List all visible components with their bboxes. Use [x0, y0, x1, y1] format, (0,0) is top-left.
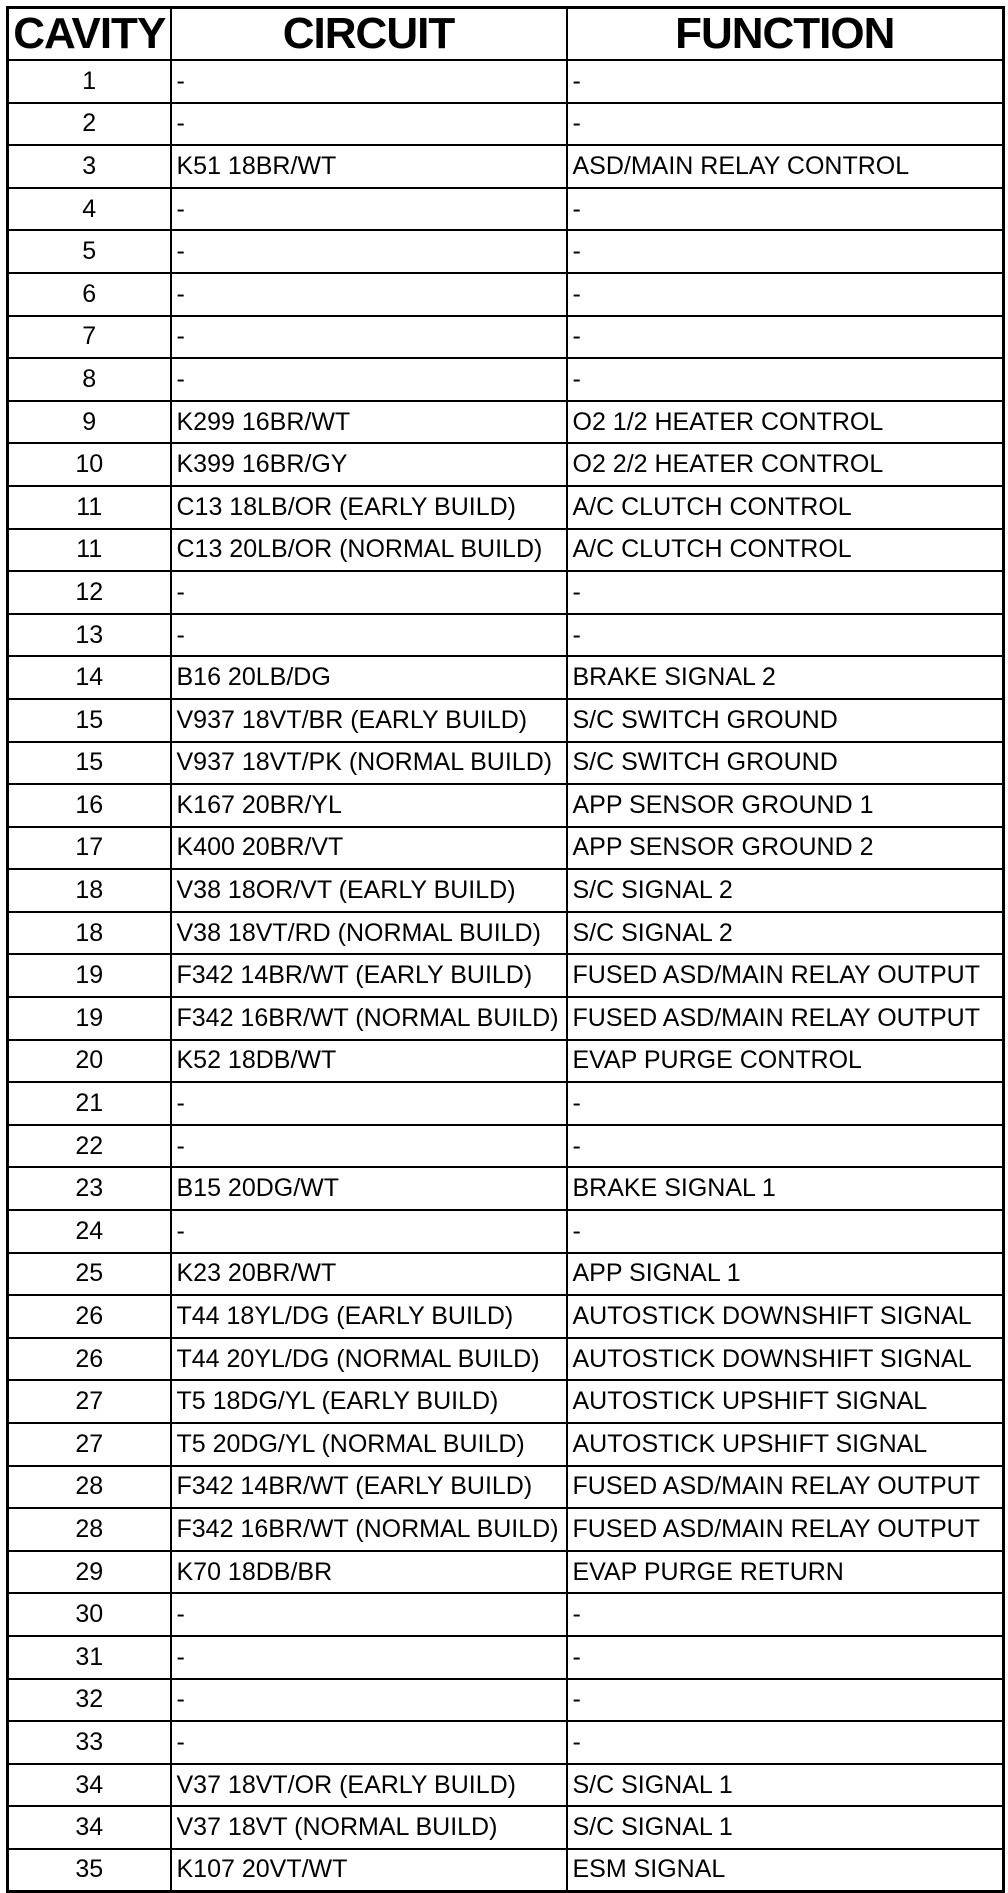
circuit-cell: -: [171, 571, 567, 614]
cavity-cell: 24: [8, 1210, 171, 1253]
cavity-cell: 33: [8, 1721, 171, 1764]
cavity-cell: 19: [8, 954, 171, 997]
table-row: [8, 1338, 1004, 1381]
function-cell: S/C SIGNAL 1: [567, 1806, 1004, 1849]
function-cell: S/C SIGNAL 1: [567, 1764, 1004, 1807]
function-cell: -: [567, 1636, 1004, 1679]
function-cell: APP SENSOR GROUND 2: [567, 827, 1004, 870]
function-cell: APP SIGNAL 1: [567, 1253, 1004, 1296]
cavity-cell: 25: [8, 1253, 171, 1296]
cavity-cell: 10: [8, 443, 171, 486]
table-row: [8, 1125, 1004, 1168]
circuit-cell: -: [171, 358, 567, 401]
circuit-cell: T44 18YL/DG (EARLY BUILD): [171, 1295, 567, 1338]
table-row: [8, 571, 1004, 614]
table-row: [8, 1210, 1004, 1253]
circuit-cell: C13 18LB/OR (EARLY BUILD): [171, 486, 567, 529]
function-cell: -: [567, 1593, 1004, 1636]
function-cell: AUTOSTICK DOWNSHIFT SIGNAL: [567, 1295, 1004, 1338]
cavity-cell: 27: [8, 1423, 171, 1466]
circuit-cell: T5 18DG/YL (EARLY BUILD): [171, 1380, 567, 1423]
circuit-cell: V937 18VT/BR (EARLY BUILD): [171, 699, 567, 742]
function-cell: -: [567, 316, 1004, 359]
table-row: [8, 529, 1004, 572]
table-row: [8, 443, 1004, 486]
cavity-cell: 27: [8, 1380, 171, 1423]
table-row: [8, 1082, 1004, 1125]
function-cell: BRAKE SIGNAL 1: [567, 1167, 1004, 1210]
function-cell: FUSED ASD/MAIN RELAY OUTPUT: [567, 1466, 1004, 1509]
cavity-cell: 19: [8, 997, 171, 1040]
table-row: [8, 145, 1004, 188]
cavity-cell: 12: [8, 571, 171, 614]
cavity-cell: 18: [8, 869, 171, 912]
table-row: [8, 1806, 1004, 1849]
function-cell: FUSED ASD/MAIN RELAY OUTPUT: [567, 1508, 1004, 1551]
circuit-cell: -: [171, 1593, 567, 1636]
cavity-cell: 34: [8, 1764, 171, 1807]
function-cell: -: [567, 571, 1004, 614]
table-row: [8, 358, 1004, 401]
table-row: [8, 316, 1004, 359]
circuit-cell: -: [171, 1125, 567, 1168]
table-row: [8, 912, 1004, 955]
cavity-cell: 11: [8, 529, 171, 572]
cavity-cell: 17: [8, 827, 171, 870]
circuit-cell: K23 20BR/WT: [171, 1253, 567, 1296]
column-header-function: FUNCTION: [567, 8, 1004, 61]
table-row: [8, 1295, 1004, 1338]
table-row: [8, 614, 1004, 657]
function-cell: -: [567, 230, 1004, 273]
function-cell: AUTOSTICK UPSHIFT SIGNAL: [567, 1380, 1004, 1423]
cavity-cell: 9: [8, 401, 171, 444]
cavity-cell: 28: [8, 1466, 171, 1509]
function-cell: -: [567, 358, 1004, 401]
table-row: [8, 742, 1004, 785]
circuit-cell: -: [171, 1082, 567, 1125]
table-row: [8, 60, 1004, 103]
table-row: [8, 656, 1004, 699]
cavity-cell: 11: [8, 486, 171, 529]
table-row: [8, 486, 1004, 529]
circuit-cell: K299 16BR/WT: [171, 401, 567, 444]
function-cell: -: [567, 1210, 1004, 1253]
circuit-cell: V38 18VT/RD (NORMAL BUILD): [171, 912, 567, 955]
table-row: [8, 1167, 1004, 1210]
cavity-cell: 30: [8, 1593, 171, 1636]
circuit-cell: -: [171, 614, 567, 657]
function-cell: S/C SWITCH GROUND: [567, 742, 1004, 785]
cavity-cell: 26: [8, 1295, 171, 1338]
cavity-cell: 21: [8, 1082, 171, 1125]
cavity-cell: 23: [8, 1167, 171, 1210]
function-cell: -: [567, 188, 1004, 231]
circuit-cell: K52 18DB/WT: [171, 1040, 567, 1083]
function-cell: O2 1/2 HEATER CONTROL: [567, 401, 1004, 444]
table-row: [8, 188, 1004, 231]
cavity-cell: 14: [8, 656, 171, 699]
cavity-cell: 5: [8, 230, 171, 273]
circuit-cell: F342 14BR/WT (EARLY BUILD): [171, 954, 567, 997]
circuit-cell: -: [171, 1210, 567, 1253]
circuit-cell: F342 14BR/WT (EARLY BUILD): [171, 1466, 567, 1509]
circuit-cell: -: [171, 1721, 567, 1764]
cavity-cell: 20: [8, 1040, 171, 1083]
function-cell: ESM SIGNAL: [567, 1849, 1004, 1892]
cavity-cell: 7: [8, 316, 171, 359]
cavity-cell: 1: [8, 60, 171, 103]
cavity-cell: 22: [8, 1125, 171, 1168]
circuit-cell: -: [171, 1679, 567, 1722]
circuit-cell: F342 16BR/WT (NORMAL BUILD): [171, 1508, 567, 1551]
table-row: [8, 401, 1004, 444]
cavity-cell: 13: [8, 614, 171, 657]
circuit-cell: V38 18OR/VT (EARLY BUILD): [171, 869, 567, 912]
connector-pinout-table-container: [6, 6, 1002, 1882]
function-cell: AUTOSTICK DOWNSHIFT SIGNAL: [567, 1338, 1004, 1381]
circuit-cell: F342 16BR/WT (NORMAL BUILD): [171, 997, 567, 1040]
function-cell: FUSED ASD/MAIN RELAY OUTPUT: [567, 954, 1004, 997]
function-cell: EVAP PURGE RETURN: [567, 1551, 1004, 1594]
circuit-cell: K400 20BR/VT: [171, 827, 567, 870]
function-cell: -: [567, 1125, 1004, 1168]
function-cell: -: [567, 1082, 1004, 1125]
function-cell: FUSED ASD/MAIN RELAY OUTPUT: [567, 997, 1004, 1040]
circuit-cell: K51 18BR/WT: [171, 145, 567, 188]
cavity-cell: 8: [8, 358, 171, 401]
table-row: [8, 699, 1004, 742]
cavity-cell: 26: [8, 1338, 171, 1381]
function-cell: -: [567, 60, 1004, 103]
function-cell: O2 2/2 HEATER CONTROL: [567, 443, 1004, 486]
cavity-cell: 15: [8, 742, 171, 785]
circuit-cell: T44 20YL/DG (NORMAL BUILD): [171, 1338, 567, 1381]
circuit-cell: -: [171, 230, 567, 273]
cavity-cell: 34: [8, 1806, 171, 1849]
table-row: [8, 869, 1004, 912]
table-row: [8, 1593, 1004, 1636]
function-cell: S/C SWITCH GROUND: [567, 699, 1004, 742]
table-row: [8, 1679, 1004, 1722]
cavity-cell: 32: [8, 1679, 171, 1722]
table-header: [8, 8, 1004, 61]
table-row: [8, 1721, 1004, 1764]
circuit-cell: -: [171, 103, 567, 146]
function-cell: S/C SIGNAL 2: [567, 869, 1004, 912]
cavity-cell: 6: [8, 273, 171, 316]
function-cell: APP SENSOR GROUND 1: [567, 784, 1004, 827]
cavity-cell: 28: [8, 1508, 171, 1551]
function-cell: A/C CLUTCH CONTROL: [567, 529, 1004, 572]
function-cell: -: [567, 103, 1004, 146]
table-row: [8, 1508, 1004, 1551]
table-row: [8, 1380, 1004, 1423]
circuit-cell: B15 20DG/WT: [171, 1167, 567, 1210]
circuit-cell: -: [171, 273, 567, 316]
function-cell: ASD/MAIN RELAY CONTROL: [567, 145, 1004, 188]
circuit-cell: K70 18DB/BR: [171, 1551, 567, 1594]
function-cell: -: [567, 614, 1004, 657]
table-row: [8, 997, 1004, 1040]
table-row: [8, 273, 1004, 316]
circuit-cell: V937 18VT/PK (NORMAL BUILD): [171, 742, 567, 785]
table-row: [8, 1764, 1004, 1807]
cavity-cell: 15: [8, 699, 171, 742]
circuit-cell: -: [171, 60, 567, 103]
function-cell: EVAP PURGE CONTROL: [567, 1040, 1004, 1083]
circuit-cell: T5 20DG/YL (NORMAL BUILD): [171, 1423, 567, 1466]
table-row: [8, 103, 1004, 146]
column-header-circuit: CIRCUIT: [171, 8, 567, 61]
circuit-cell: K107 20VT/WT: [171, 1849, 567, 1892]
cavity-cell: 2: [8, 103, 171, 146]
function-cell: -: [567, 273, 1004, 316]
circuit-cell: -: [171, 1636, 567, 1679]
cavity-cell: 3: [8, 145, 171, 188]
table-row: [8, 1466, 1004, 1509]
table-row: [8, 827, 1004, 870]
circuit-cell: B16 20LB/DG: [171, 656, 567, 699]
function-cell: AUTOSTICK UPSHIFT SIGNAL: [567, 1423, 1004, 1466]
table-row: [8, 1040, 1004, 1083]
table-row: [8, 1551, 1004, 1594]
circuit-cell: C13 20LB/OR (NORMAL BUILD): [171, 529, 567, 572]
header-row: [8, 8, 1004, 61]
table-row: [8, 1423, 1004, 1466]
cavity-cell: 31: [8, 1636, 171, 1679]
function-cell: S/C SIGNAL 2: [567, 912, 1004, 955]
cavity-cell: 29: [8, 1551, 171, 1594]
circuit-cell: -: [171, 316, 567, 359]
cavity-cell: 4: [8, 188, 171, 231]
circuit-cell: K167 20BR/YL: [171, 784, 567, 827]
function-cell: -: [567, 1721, 1004, 1764]
circuit-cell: V37 18VT (NORMAL BUILD): [171, 1806, 567, 1849]
function-cell: BRAKE SIGNAL 2: [567, 656, 1004, 699]
connector-pinout-table: [6, 6, 1005, 1893]
cavity-cell: 18: [8, 912, 171, 955]
column-header-cavity: CAVITY: [8, 8, 171, 61]
function-cell: -: [567, 1679, 1004, 1722]
cavity-cell: 35: [8, 1849, 171, 1892]
function-cell: A/C CLUTCH CONTROL: [567, 486, 1004, 529]
table-body: [8, 60, 1004, 1892]
circuit-cell: -: [171, 188, 567, 231]
table-row: [8, 230, 1004, 273]
table-row: [8, 954, 1004, 997]
table-row: [8, 784, 1004, 827]
cavity-cell: 16: [8, 784, 171, 827]
table-row: [8, 1636, 1004, 1679]
table-row: [8, 1253, 1004, 1296]
table-row: [8, 1849, 1004, 1892]
circuit-cell: V37 18VT/OR (EARLY BUILD): [171, 1764, 567, 1807]
circuit-cell: K399 16BR/GY: [171, 443, 567, 486]
